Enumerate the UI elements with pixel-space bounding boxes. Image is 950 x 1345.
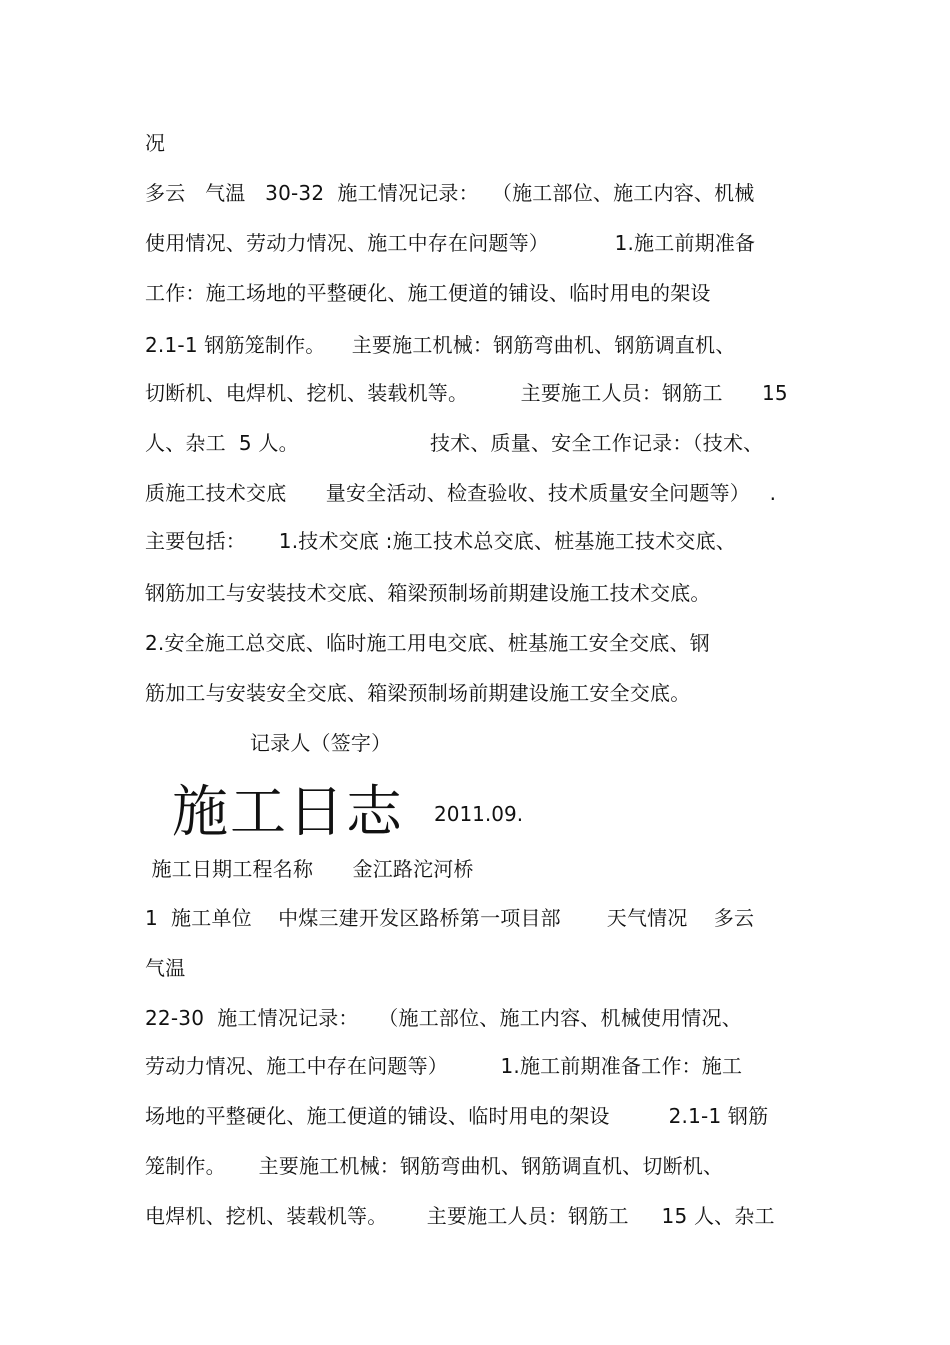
text-line: 况 [145,131,166,155]
title-date: 2011.09. [434,802,524,826]
text-line: 场地的平整硬化、施工便道的铺设、临时用电的架设 2.1-1 钢筋 [145,1104,769,1128]
text-line: 人、杂工 5 人。 技术、质量、安全工作记录：（技术、 [145,431,764,455]
text-line: 22-30 施工情况记录： （施工部位、施工内容、机械使用情况、 [145,1006,742,1030]
text-line: 工作：施工场地的平整硬化、施工便道的铺设、临时用电的架设 [145,281,711,305]
text-line: 切断机、电焊机、挖机、装载机等。 主要施工人员：钢筋工 15 [145,381,788,405]
text-line: 1 施工单位 中煤三建开发区路桥第一项目部 天气情况 多云 [145,906,755,930]
text-line: 气温 [145,956,186,980]
text-line: 劳动力情况、施工中存在问题等） 1.施工前期准备工作：施工 [145,1054,743,1078]
text-line: 2.1-1 钢筋笼制作。 主要施工机械：钢筋弯曲机、钢筋调直机、 [145,333,736,357]
page-title: 施工日志 [172,780,404,845]
text-line: 主要包括： 1.技术交底 :施工技术总交底、桩基施工技术交底、 [145,529,736,553]
signature-label: 记录人（签字） [145,731,392,755]
text-line: 2.安全施工总交底、临时施工用电交底、桩基施工安全交底、钢 [145,631,710,655]
text-line: 笼制作。 主要施工机械：钢筋弯曲机、钢筋调直机、切断机、 [145,1154,724,1178]
text-line: 施工日期工程名称 金江路沱河桥 [145,857,474,881]
text-line: 钢筋加工与安装技术交底、箱梁预制场前期建设施工技术交底。 [145,581,711,605]
text-line: 多云 气温 30-32 施工情况记录： （施工部位、施工内容、机械 [145,181,755,205]
text-line: 筋加工与安装安全交底、箱梁预制场前期建设施工安全交底。 [145,681,691,705]
text-line: 电焊机、挖机、装载机等。 主要施工人员：钢筋工 15 人、杂工 [145,1204,775,1228]
text-line: 质施工技术交底 量安全活动、检查验收、技术质量安全问题等） . [145,481,777,505]
log-heading [172,780,523,846]
text-line: 使用情况、劳动力情况、施工中存在问题等） 1.施工前期准备 [145,231,756,255]
